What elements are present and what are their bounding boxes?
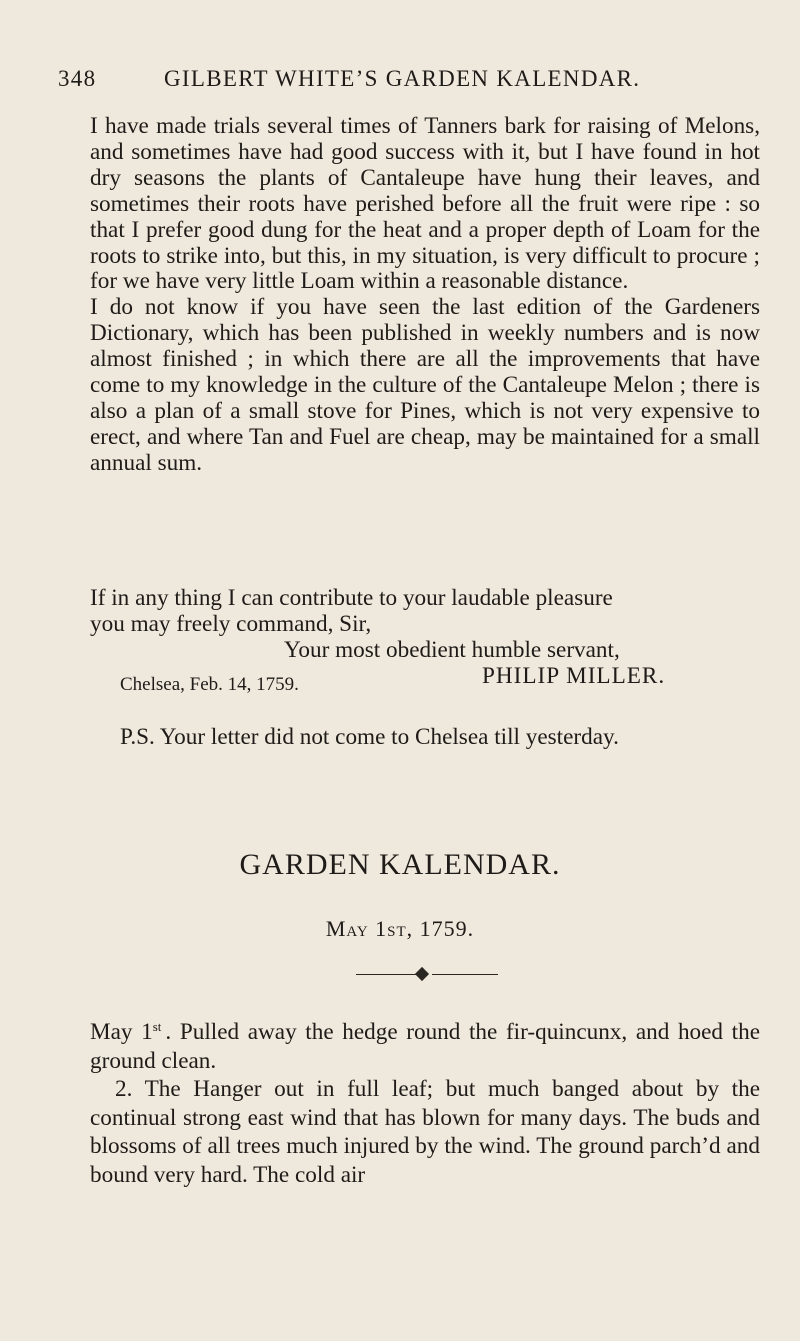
divider-line-right (432, 974, 498, 975)
entry-date: May 1 (90, 1019, 153, 1045)
entry-date-superscript: st (152, 1019, 162, 1034)
letter-paragraph-1: I have made trials several times of Tanners bark for raising of Melons, and sometimes have had good success with it, but I have found in hot dry seasons the plants of Cantaleupe have hung their leaves, and sometimes their roots have perished before all the fruit were ripe : so that I prefer good dung for the heat and a proper depth of Loam for the roots to strike into, but this, in my situation, is very difficult to procure ; for we have very little Loam within a reasonable distance. (90, 113, 760, 295)
closing-line-3: Your most obedient humble servant, (284, 637, 620, 663)
page-number: 348 (58, 66, 97, 91)
closing-line-2: you may freely command, Sir, (90, 611, 372, 637)
letter-dateline: Chelsea, Feb. 14, 1759. (120, 674, 299, 695)
running-title: GILBERT WHITE’S GARDEN KALENDAR. (164, 66, 641, 91)
signature: PHILIP MILLER. (482, 663, 666, 689)
closing-line-1: If in any thing I can contribute to your laudable pleasure (90, 585, 613, 611)
letter-paragraph-2: I do not know if you have seen the last edition of the Gardeners Dictionary, which has been published in weekly numbers and is now almost finished ; in which there are all the improvements that have come to my knowledge in the culture of the Cantaleupe Melon ; there is also a plan of a small stove for Pines, which is not very expensive to erect, and where Tan and Fuel are cheap, may be maintained for a small annual sum. (90, 294, 760, 476)
kalendar-entries (90, 1013, 760, 1189)
letter-body (90, 114, 760, 477)
divider-line-left (356, 974, 416, 975)
entry-day-2: 2. The Hanger out in full leaf; but much banged about by the continual strong east wind that has blown for many days. The buds and blossoms of all trees much injured by the wind. The ground parch’d and bound very hard. The cold air (90, 1076, 760, 1188)
entry-may-1 (90, 1013, 760, 1075)
ornamental-divider (356, 968, 498, 982)
entry-text-1: . Pulled away the hedge round the fir-quincunx, and hoed the ground clean. (90, 1019, 760, 1074)
section-title: GARDEN KALENDAR. (239, 848, 561, 881)
section-date: May 1st, 1759. (325, 916, 475, 941)
entry-date-label (90, 1019, 161, 1045)
divider-diamond (415, 967, 429, 981)
running-head (58, 66, 758, 100)
postscript: P.S. Your letter did not come to Chelsea till yesterday. (120, 724, 619, 750)
